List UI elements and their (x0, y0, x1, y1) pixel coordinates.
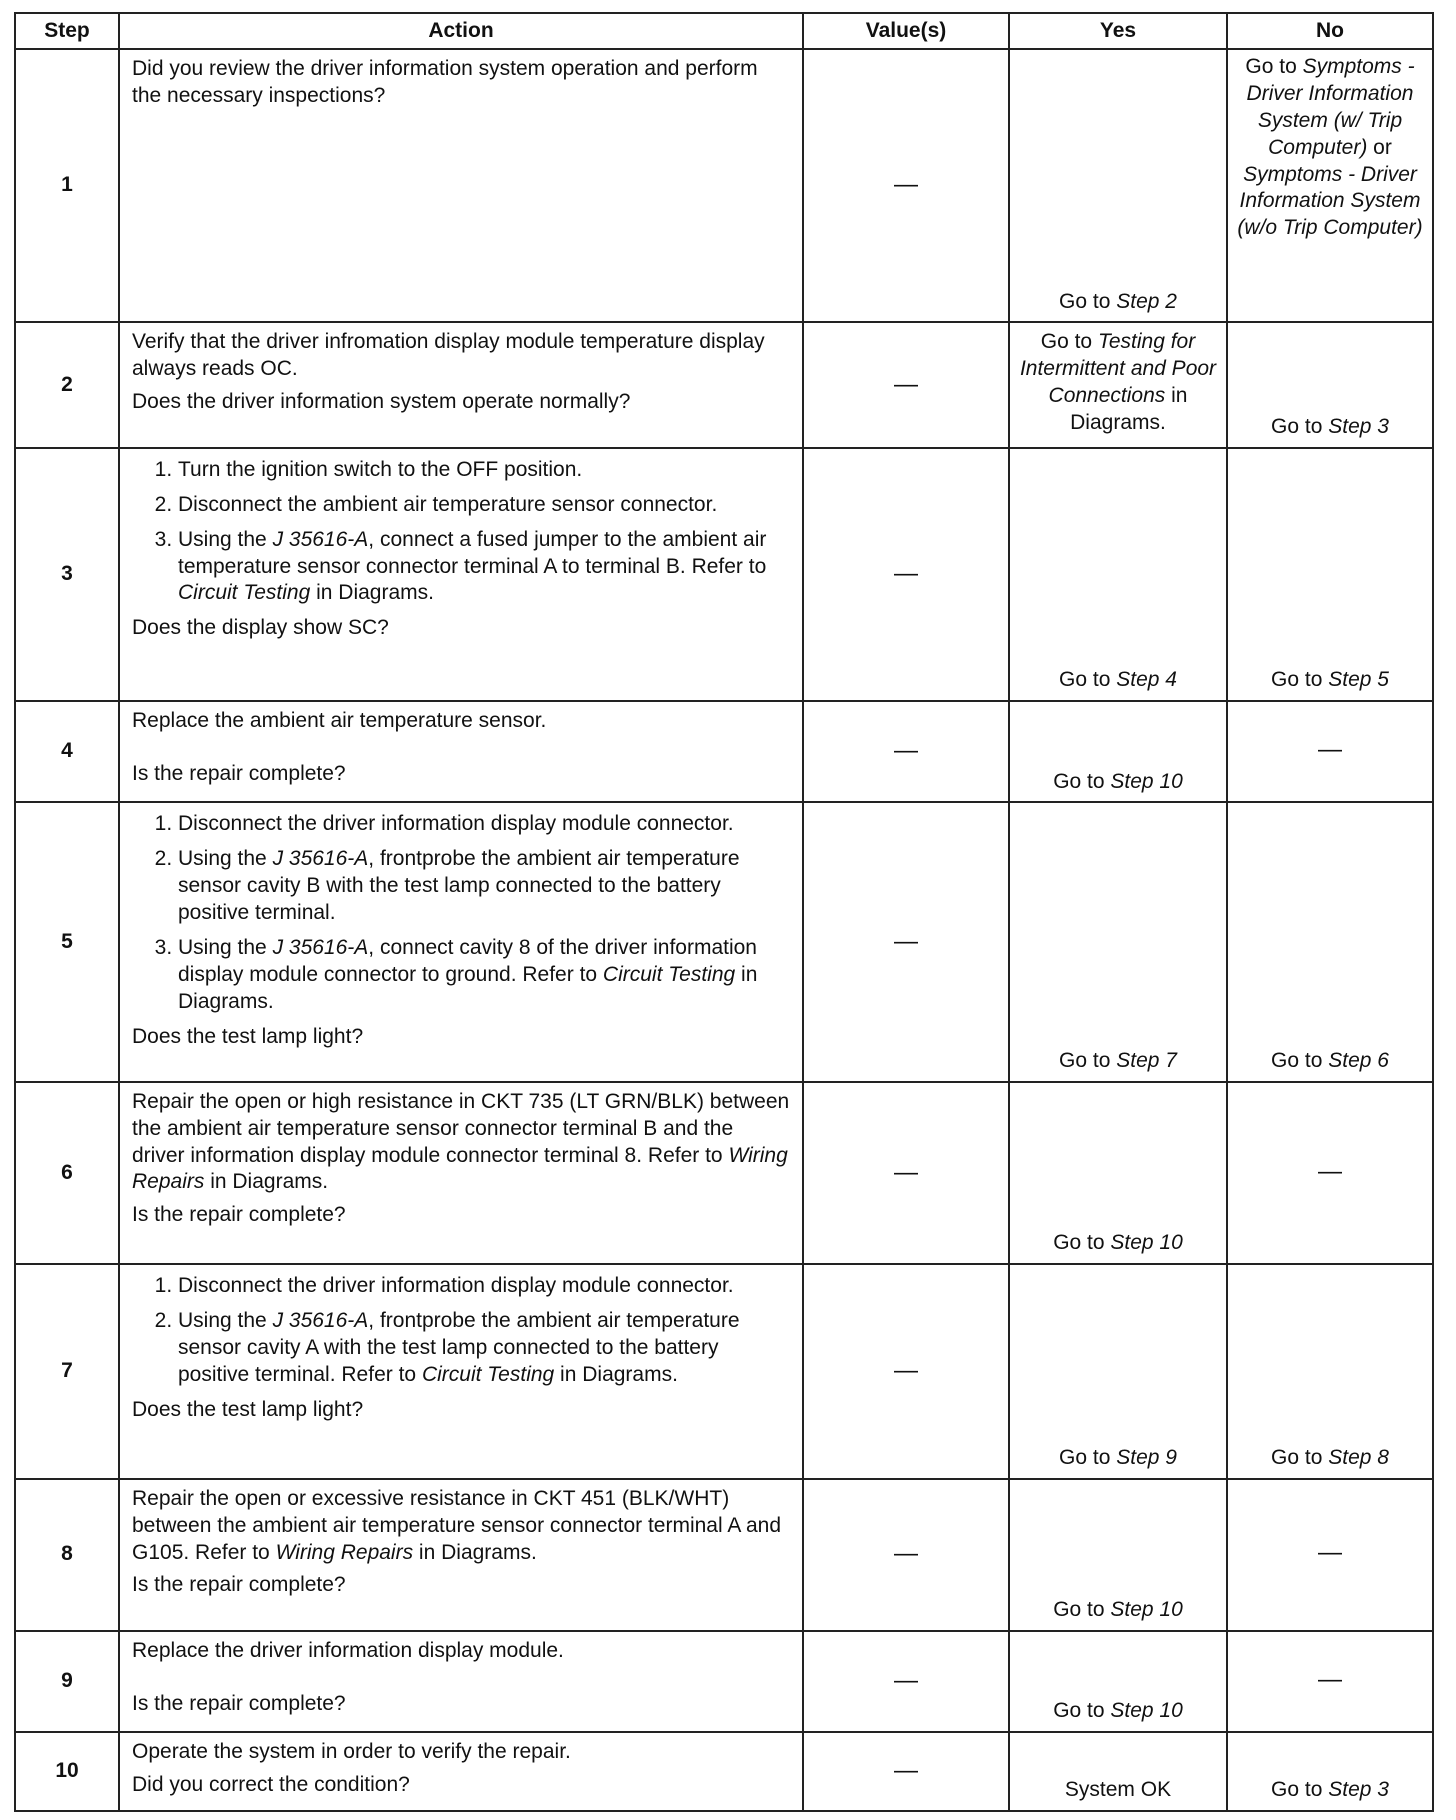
action-question: Does the driver information system operate normally? (132, 390, 631, 414)
action-question: Is the repair complete? (132, 762, 346, 785)
action-text: Repair the open or excessive resistance in CKT 451 (BLK/WHT) between the ambient air temperature sensor connector terminal A and G105. Refer to Wiring Repairs in Diagrams. (132, 1486, 782, 1564)
yes-cell: Go to Step 9 (1009, 1264, 1227, 1479)
action-cell (119, 1732, 803, 1811)
action-cell (119, 322, 803, 448)
action-cell (119, 448, 803, 701)
action-text: Operate the system in order to verify the repair. (132, 1739, 571, 1763)
table-row (15, 49, 1433, 322)
value-cell: — (803, 1479, 1009, 1631)
action-question: Did you review the driver information system operation and perform the necessary inspections? (132, 57, 758, 107)
action-question: Did you correct the condition? (132, 1772, 410, 1796)
table-row (15, 1264, 1433, 1479)
step-number: 6 (15, 1082, 119, 1264)
action-question: Does the test lamp light? (132, 1024, 364, 1048)
no-cell: Go to Symptoms - Driver Information System (w/ Trip Computer) or Symptoms - Driver Information System (w/o Trip Computer) (1227, 49, 1433, 322)
action-question: Does the test lamp light? (132, 1397, 364, 1421)
action-cell (119, 701, 803, 802)
no-cell: — (1227, 1631, 1433, 1732)
step-number: 1 (15, 49, 119, 322)
action-step: 1. Turn the ignition switch to the OFF position. (178, 457, 790, 484)
value-cell: — (803, 1082, 1009, 1264)
step-number: 3 (15, 448, 119, 701)
value-cell: — (803, 1264, 1009, 1479)
action-cell (119, 1082, 803, 1264)
yes-cell: Go to Step 10 (1009, 701, 1227, 802)
header-yes: Yes (1009, 13, 1227, 49)
no-cell: Go to Step 6 (1227, 802, 1433, 1081)
step-number: 9 (15, 1631, 119, 1732)
step-number: 7 (15, 1264, 119, 1479)
table-row (15, 802, 1433, 1081)
header-values: Value(s) (803, 13, 1009, 49)
action-step: 1. Disconnect the driver information display module connector. (178, 1273, 790, 1300)
action-step: 2. Using the J 35616-A, frontprobe the ambient air temperature sensor cavity B with the test lamp connected to the battery positive terminal. (178, 846, 790, 927)
table-row (15, 1732, 1433, 1811)
action-text: Repair the open or high resistance in CKT 735 (LT GRN/BLK) between the ambient air temperature sensor connector terminal B and the driver information display module connector terminal 8. Refer to Wiring Repairs in Diagrams. (132, 1089, 790, 1194)
step-number: 2 (15, 322, 119, 448)
yes-cell: Go to Step 2 (1009, 49, 1227, 322)
yes-cell: Go to Step 10 (1009, 1082, 1227, 1264)
yes-cell: Go to Step 7 (1009, 802, 1227, 1081)
yes-cell: Go to Step 10 (1009, 1479, 1227, 1631)
no-cell: — (1227, 1082, 1433, 1264)
no-cell: Go to Step 3 (1227, 1732, 1433, 1811)
header-row (15, 13, 1433, 49)
yes-cell: Go to Step 4 (1009, 448, 1227, 701)
action-question: Is the repair complete? (132, 1573, 346, 1597)
header-no: No (1227, 13, 1433, 49)
diagnostic-table (14, 12, 1434, 1812)
action-question: Is the repair complete? (132, 1691, 346, 1715)
yes-cell: System OK (1009, 1732, 1227, 1811)
action-question: Is the repair complete? (132, 1203, 346, 1227)
step-number: 5 (15, 802, 119, 1081)
action-cell (119, 1479, 803, 1631)
action-step: 1. Disconnect the driver information display module connector. (178, 811, 790, 838)
value-cell: — (803, 322, 1009, 448)
no-cell: Go to Step 5 (1227, 448, 1433, 701)
step-number: 10 (15, 1732, 119, 1811)
action-step: 2. Using the J 35616-A, frontprobe the ambient air temperature sensor cavity A with the test lamp connected to the battery positive terminal. Refer to Circuit Testing in Diagrams. (178, 1308, 790, 1389)
table-row (15, 1082, 1433, 1264)
value-cell: — (803, 1631, 1009, 1732)
table-row (15, 1479, 1433, 1631)
header-step: Step (15, 13, 119, 49)
table-row (15, 1631, 1433, 1732)
action-cell (119, 1264, 803, 1479)
table-row (15, 448, 1433, 701)
header-action: Action (119, 13, 803, 49)
action-step: 3. Using the J 35616-A, connect cavity 8 of the driver information display module connector to ground. Refer to Circuit Testing in Diagrams. (178, 935, 790, 1016)
value-cell: — (803, 1732, 1009, 1811)
no-cell: Go to Step 3 (1227, 322, 1433, 448)
yes-cell: Go to Testing for Intermittent and Poor Connections in Diagrams. (1009, 322, 1227, 448)
table-row (15, 701, 1433, 802)
no-cell: — (1227, 701, 1433, 802)
action-text: Verify that the driver infromation display module temperature display always reads OC. (132, 330, 765, 381)
step-number: 4 (15, 701, 119, 802)
step-number: 8 (15, 1479, 119, 1631)
yes-cell: Go to Step 10 (1009, 1631, 1227, 1732)
no-cell: — (1227, 1479, 1433, 1631)
value-cell: — (803, 802, 1009, 1081)
action-step: 3. Using the J 35616-A, connect a fused jumper to the ambient air temperature sensor connector terminal A to terminal B. Refer to Circuit Testing in Diagrams. (178, 527, 790, 608)
value-cell: — (803, 448, 1009, 701)
action-text: Replace the driver information display module. (132, 1638, 564, 1662)
action-steps (132, 457, 790, 607)
action-cell (119, 802, 803, 1081)
action-cell (119, 1631, 803, 1732)
action-step: 2. Disconnect the ambient air temperature sensor connector. (178, 492, 790, 519)
value-cell: — (803, 49, 1009, 322)
table-row (15, 322, 1433, 448)
action-text: Replace the ambient air temperature sensor. (132, 709, 547, 733)
value-cell: — (803, 701, 1009, 802)
action-cell (119, 49, 803, 322)
action-steps (132, 1273, 790, 1389)
action-question: Does the display show SC? (132, 616, 389, 640)
action-steps (132, 811, 790, 1015)
no-cell: Go to Step 8 (1227, 1264, 1433, 1479)
